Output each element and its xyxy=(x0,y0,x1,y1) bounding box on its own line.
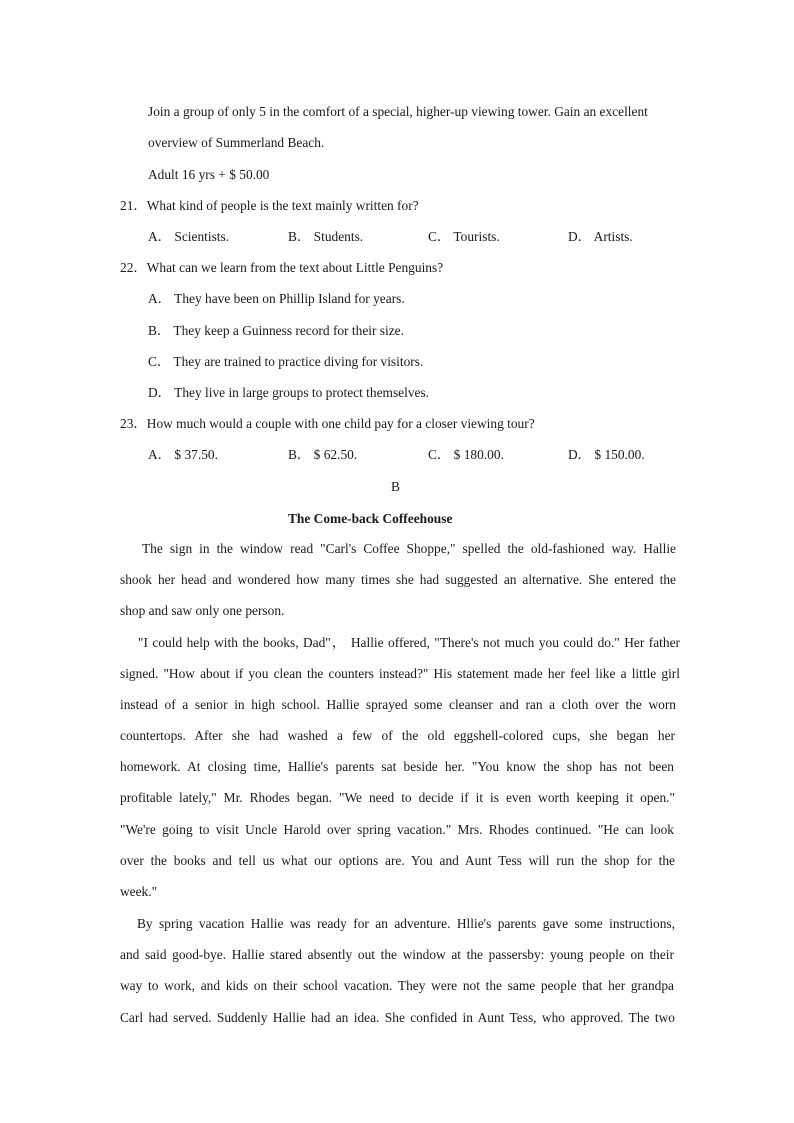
option-22-d: D． They live in large groups to protect themselves. xyxy=(148,385,430,400)
section-letter: B xyxy=(391,479,400,494)
option-23-d: D． $ 150.00. xyxy=(568,447,645,462)
passage-line: "I could help with the books, Dad"， Hallie offered, "There's not much you could do." Her father xyxy=(138,635,680,650)
passage-line: Carl had served. Suddenly Hallie had an idea. She confided in Aunt Tess, who approved. The two xyxy=(120,1010,675,1025)
option-21-a: A． Scientists. xyxy=(148,229,230,244)
passage-line: shop and saw only one person. xyxy=(120,603,285,618)
passage-line: "We're going to visit Uncle Harold over spring vacation." Mrs. Rhodes continued. "He can look xyxy=(120,822,674,837)
option-21-d: D． Artists. xyxy=(568,229,633,244)
passage-line: The sign in the window read "Carl's Coffee Shoppe," spelled the old-fashioned way. Hallie xyxy=(142,541,676,556)
question-text: How much would a couple with one child pay for a closer viewing tour? xyxy=(146,416,535,431)
option-22-a: A． They have been on Phillip Island for years. xyxy=(148,291,405,306)
tour-description-line-1: Join a group of only 5 in the comfort of a special, higher-up viewing tower. Gain an excellent xyxy=(148,104,648,119)
question-number: 22． xyxy=(120,260,147,275)
passage-line: over the books and tell us what our options are. You and Aunt Tess will run the shop for the xyxy=(120,853,675,868)
passage-line: profitable lately," Mr. Rhodes began. "We need to decide if it is even worth keeping it open." xyxy=(120,790,675,805)
passage-title: The Come-back Coffeehouse xyxy=(288,511,453,526)
option-21-c: C． Tourists. xyxy=(428,229,500,244)
tour-price: Adult 16 yrs + $ 50.00 xyxy=(148,167,270,182)
question-text: What kind of people is the text mainly written for? xyxy=(146,198,419,213)
question-21 xyxy=(120,197,419,215)
question-23 xyxy=(120,415,535,433)
passage-line: countertops. After she had washed a few of the old eggshell-colored cups, she began her xyxy=(120,728,675,743)
passage-line: instead of a senior in high school. Hallie sprayed some cleanser and ran a cloth over the worn xyxy=(120,697,676,712)
option-23-a: A． $ 37.50. xyxy=(148,447,218,462)
question-number: 23． xyxy=(120,416,147,431)
passage-line: way to work, and kids on their school vacation. They were not the same people that her grandpa xyxy=(120,978,674,993)
option-23-c: C． $ 180.00. xyxy=(428,447,504,462)
option-23-b: B． $ 62.50. xyxy=(288,447,358,462)
option-21-b: B． Students. xyxy=(288,229,364,244)
passage-line: By spring vacation Hallie was ready for an adventure. Hllie's parents gave some instructions, xyxy=(137,916,675,931)
passage-line: signed. "How about if you clean the counters instead?" His statement made her feel like a little girl xyxy=(120,666,680,681)
question-text: What can we learn from the text about Little Penguins? xyxy=(146,260,444,275)
passage-line: week." xyxy=(120,884,158,899)
question-number: 21． xyxy=(120,198,147,213)
passage-line: shook her head and wondered how many times she had suggested an alternative. She entered the xyxy=(120,572,676,587)
option-22-c: C． They are trained to practice diving for visitors. xyxy=(148,354,424,369)
tour-description-line-2: overview of Summerland Beach. xyxy=(148,135,325,150)
passage-line: homework. At closing time, Hallie's parents sat beside her. "You know the shop has not been xyxy=(120,759,674,774)
option-22-b: B． They keep a Guinness record for their size. xyxy=(148,323,404,338)
question-22 xyxy=(120,259,443,277)
passage-line: and said good-bye. Hallie stared absently out the window at the passersby: young people on their xyxy=(120,947,674,962)
